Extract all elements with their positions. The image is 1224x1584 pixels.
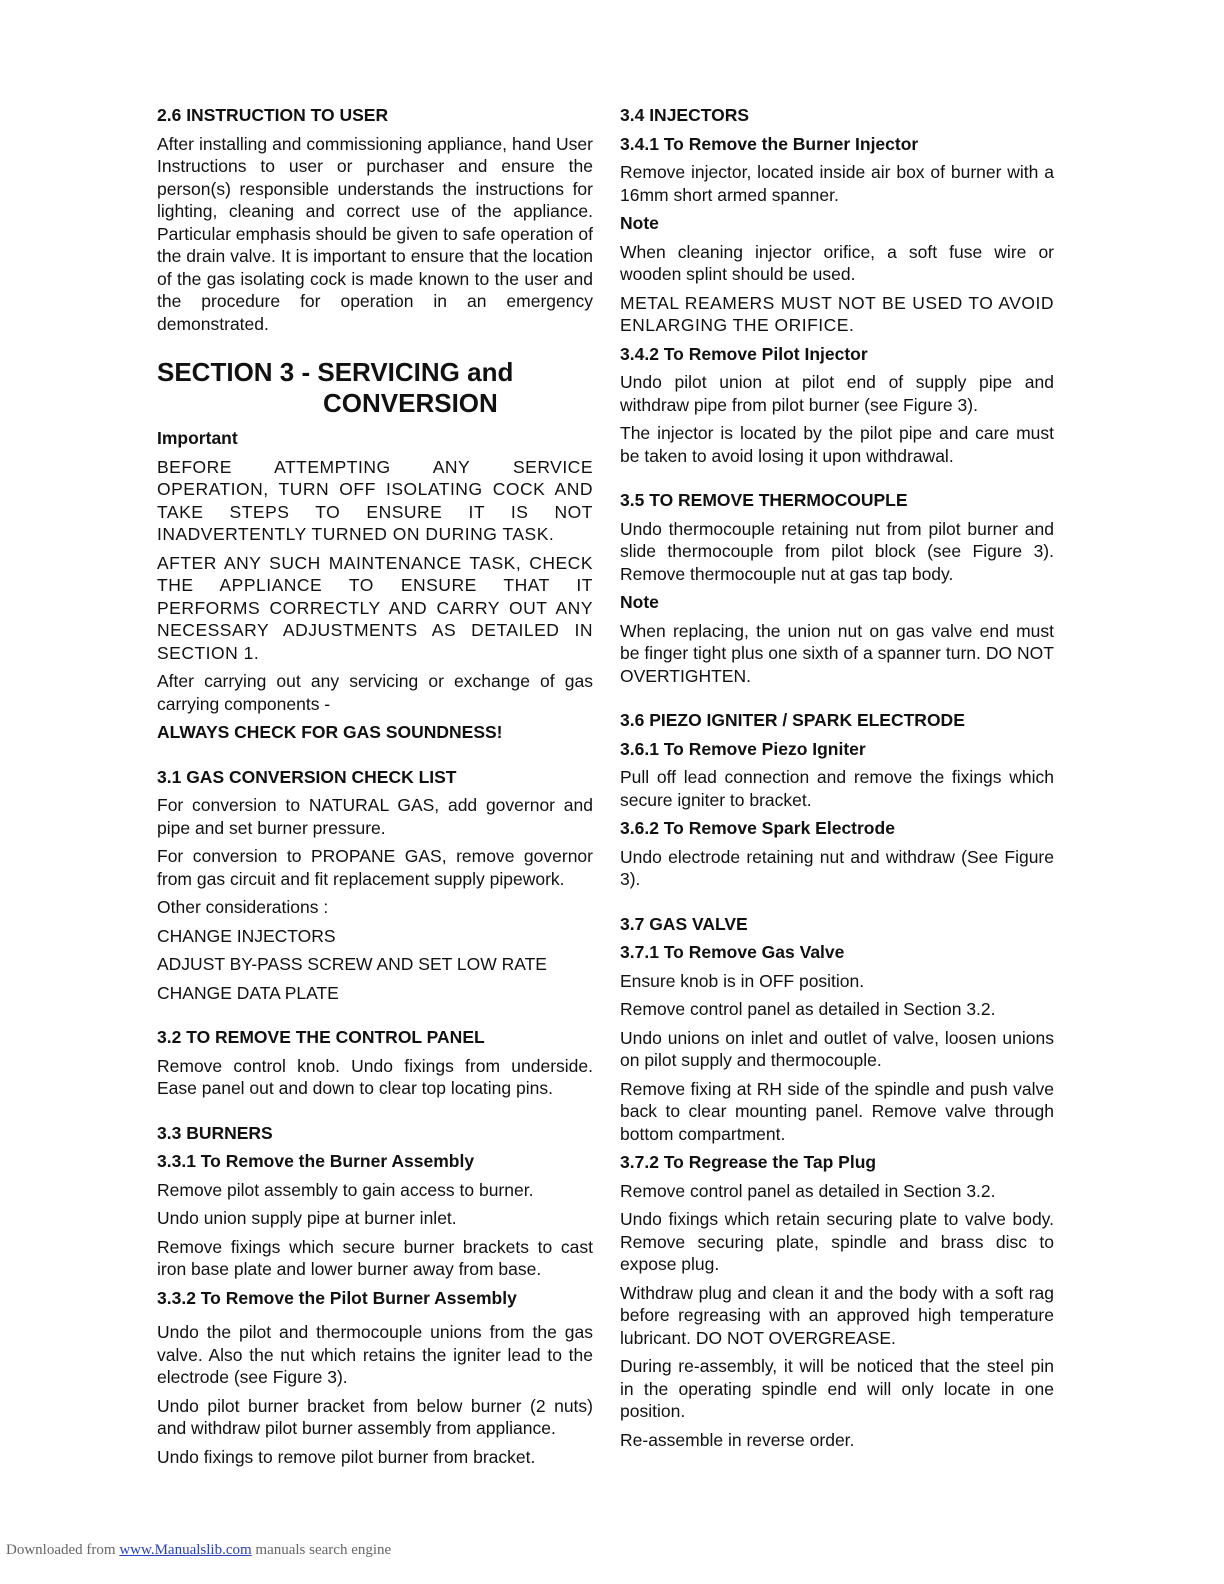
warning-paragraph: AFTER ANY SUCH MAINTENANCE TASK, CHECK THE APPLIANCE TO ENSURE THAT IT PERFORMS CORRECTLY AND CARRY OUT ANY NECESSARY ADJUSTMENTS AS DETAILED IN SECTION 1. [157, 552, 593, 663]
warning-paragraph: METAL REAMERS MUST NOT BE USED TO AVOID ENLARGING THE ORIFICE. [620, 292, 1054, 335]
paragraph: When replacing, the union nut on gas valve end must be finger tight plus one sixth of a spanner turn. DO NOT OVERTIGHTEN. [620, 620, 1054, 686]
download-footer [6, 1542, 391, 1559]
paragraph: Undo union supply pipe at burner inlet. [157, 1208, 457, 1228]
paragraph: Undo fixings which retain securing plate to valve body. Remove securing plate, spindle and brass disc to expose plug. [620, 1209, 1054, 1274]
section-heading-3-3: 3.3 BURNERS [157, 1122, 273, 1143]
checklist-item: ADJUST BY-PASS SCREW AND SET LOW RATE [157, 954, 547, 974]
paragraph: When cleaning injector orifice, a soft fuse wire or wooden splint should be used. [620, 241, 1054, 284]
section-heading-2-6: 2.6 INSTRUCTION TO USER [157, 105, 389, 125]
paragraph: After carrying out any servicing or exchange of gas carrying components - [157, 671, 593, 714]
paragraph: Remove control knob. Undo fixings from underside. Ease panel out and down to clear top locating pins. [157, 1055, 593, 1098]
section-3-title-line1: SECTION 3 - SERVICING and [157, 357, 514, 387]
subsection-heading-3-6-2: 3.6.2 To Remove Spark Electrode [620, 818, 895, 838]
paragraph: Undo fixings to remove pilot burner from bracket. [157, 1446, 536, 1467]
checklist-item: CHANGE INJECTORS [157, 925, 336, 946]
subsection-heading-3-3-1: 3.3.1 To Remove the Burner Assembly [157, 1151, 475, 1171]
footer-suffix: manuals search engine [251, 1542, 392, 1558]
gas-soundness-warning: ALWAYS CHECK FOR GAS SOUNDNESS! [157, 722, 503, 742]
paragraph: Remove fixing at RH side of the spindle and push valve back to clear mounting panel. Remove valve through bottom compartment. [620, 1078, 1054, 1144]
paragraph: Undo unions on inlet and outlet of valve, loosen unions on pilot supply and thermocouple. [620, 1027, 1054, 1070]
section-heading-3-2: 3.2 TO REMOVE THE CONTROL PANEL [157, 1027, 485, 1047]
paragraph: Ensure knob is in OFF position. [620, 970, 865, 991]
left-column [157, 104, 593, 1474]
paragraph: Undo electrode retaining nut and withdraw (See Figure 3). [620, 846, 1054, 889]
paragraph: For conversion to PROPANE GAS, remove governor from gas circuit and fit replacement supply pipework. [157, 846, 593, 889]
section-heading-3-7: 3.7 GAS VALVE [620, 913, 748, 934]
subsection-heading-3-3-2: 3.3.2 To Remove the Pilot Burner Assembly [157, 1287, 517, 1308]
right-column [620, 104, 1054, 1457]
paragraph: During re-assembly, it will be noticed that the steel pin in the operating spindle end will only locate in one position. [620, 1356, 1054, 1421]
section-heading-3-4: 3.4 INJECTORS [620, 105, 750, 125]
subsection-heading-3-7-2: 3.7.2 To Regrease the Tap Plug [620, 1152, 877, 1172]
note-label: Note [620, 592, 659, 612]
section-heading-3-6: 3.6 PIEZO IGNITER / SPARK ELECTRODE [620, 710, 965, 730]
footer-prefix: Downloaded from [6, 1542, 120, 1558]
subsection-heading-3-4-1: 3.4.1 To Remove the Burner Injector [620, 133, 919, 154]
paragraph: Remove pilot assembly to gain access to burner. [157, 1179, 534, 1200]
paragraph: Undo pilot union at pilot end of supply pipe and withdraw pipe from pilot burner (see Figure 3). [620, 372, 1054, 415]
warning-paragraph: BEFORE ATTEMPTING ANY SERVICE OPERATION, TURN OFF ISOLATING COCK AND TAKE STEPS TO ENSURE IT IS NOT INADVERTENTLY TURNED ON DURING TASK. [157, 456, 593, 544]
paragraph: Remove injector, located inside air box of burner with a 16mm short armed spanner. [620, 162, 1054, 205]
manualslib-link[interactable]: www.Manualslib.com [119, 1542, 252, 1558]
paragraph: For conversion to NATURAL GAS, add governor and pipe and set burner pressure. [157, 795, 593, 838]
subsection-heading-3-4-2: 3.4.2 To Remove Pilot Injector [620, 343, 868, 364]
section-3-title-line2: CONVERSION [323, 388, 498, 418]
paragraph: Undo pilot burner bracket from below burner (2 nuts) and withdraw pilot burner assembly from appliance. [157, 1395, 593, 1438]
paragraph: The injector is located by the pilot pipe and care must be taken to avoid losing it upon withdrawal. [620, 423, 1054, 466]
subsection-heading-3-6-1: 3.6.1 To Remove Piezo Igniter [620, 738, 866, 759]
section-heading-3-1: 3.1 GAS CONVERSION CHECK LIST [157, 766, 457, 787]
paragraph: Pull off lead connection and remove the fixings which secure igniter to bracket. [620, 767, 1054, 810]
checklist-item: CHANGE DATA PLATE [157, 982, 339, 1003]
paragraph: After installing and commissioning appliance, hand User Instructions to user or purchaser and ensure the person(s) responsible understands the instructions for lighting, cleaning and correct use of the appliance. Particular emphasis should be given to safe operation of the drain valve. It is important to ensure that the location of the gas isolating cock is made known to the user and the procedure for operation in an emergency demonstrated. [157, 133, 593, 334]
paragraph: Undo the pilot and thermocouple unions from the gas valve. Also the nut which retains the igniter lead to the electrode (see Figure 3). [157, 1322, 593, 1387]
subsection-heading-3-7-1: 3.7.1 To Remove Gas Valve [620, 942, 845, 962]
note-label: Note [620, 213, 659, 233]
section-3-title [157, 357, 593, 419]
important-label: Important [157, 428, 238, 448]
paragraph: Withdraw plug and clean it and the body with a soft rag before regreasing with an approved high temperature lubricant. DO NOT OVERGREASE. [620, 1282, 1054, 1348]
paragraph: Remove control panel as detailed in Section 3.2. [620, 1180, 996, 1201]
paragraph: Undo thermocouple retaining nut from pilot burner and slide thermocouple from pilot block (see Figure 3). Remove thermocouple nut at gas tap body. [620, 518, 1054, 584]
paragraph: Remove control panel as detailed in Section 3.2. [620, 999, 996, 1019]
section-heading-3-5: 3.5 TO REMOVE THERMOCOUPLE [620, 490, 908, 510]
paragraph: Other considerations : [157, 897, 329, 917]
paragraph: Re-assemble in reverse order. [620, 1429, 855, 1450]
paragraph: Remove fixings which secure burner brackets to cast iron base plate and lower burner away from base. [157, 1236, 593, 1279]
